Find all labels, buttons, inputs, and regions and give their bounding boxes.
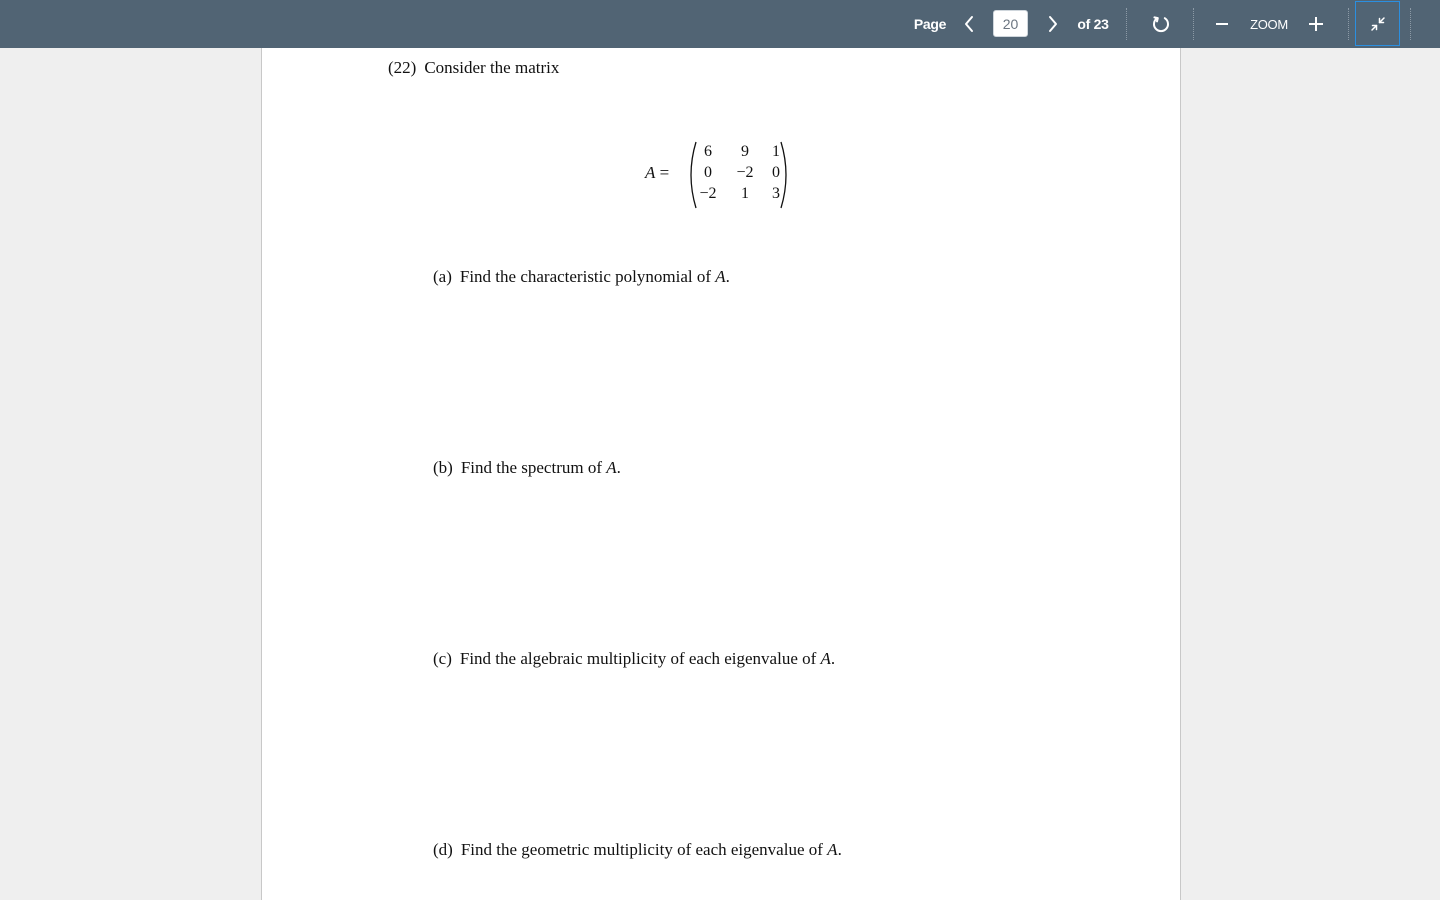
exit-fullscreen-icon: [1369, 15, 1387, 33]
question-text: Find the geometric multiplicity of each eigenvalue of: [460, 840, 828, 859]
matrix-cell: 0: [772, 164, 780, 181]
exit-fullscreen-button[interactable]: [1355, 1, 1400, 46]
matrix-variable: A: [645, 163, 656, 182]
toolbar-divider: [1126, 8, 1127, 40]
question-label: (d): [433, 840, 453, 859]
previous-page-button[interactable]: [956, 0, 982, 48]
minus-icon: [1214, 16, 1230, 32]
matrix-cell: 6: [704, 143, 712, 160]
question-end: .: [725, 267, 730, 286]
matrix-lhs: [645, 163, 669, 183]
question-variable: A: [820, 649, 831, 668]
total-pages-label: of 23: [1077, 16, 1109, 32]
question-text: Find the algebraic multiplicity of each eigenvalue of: [459, 649, 821, 668]
matrix-cell: −2: [736, 164, 754, 181]
question-end: .: [616, 458, 621, 477]
question-d: [433, 840, 842, 860]
chevron-right-icon: [1047, 15, 1059, 33]
question-b: [433, 458, 621, 478]
matrix-cell: 9: [741, 143, 749, 160]
question-variable: A: [827, 840, 838, 859]
plus-icon: [1308, 16, 1324, 32]
toolbar-divider: [1348, 8, 1349, 40]
zoom-in-button[interactable]: [1302, 0, 1330, 48]
zoom-out-button[interactable]: [1208, 0, 1236, 48]
question-text: Find the spectrum of: [460, 458, 607, 477]
problem-header: [388, 58, 559, 78]
document-page: [261, 48, 1181, 900]
problem-text: Consider the matrix: [424, 58, 560, 77]
matrix-cell: 1: [772, 143, 780, 160]
equals-sign: =: [659, 163, 670, 182]
viewer-toolbar: [0, 0, 1440, 48]
toolbar-divider: [1193, 8, 1194, 40]
problem-number: (22): [388, 58, 417, 77]
question-variable: A: [715, 267, 726, 286]
page-number-input[interactable]: [993, 10, 1028, 37]
question-label: (c): [433, 649, 452, 668]
question-label: (a): [433, 267, 452, 286]
zoom-label: ZOOM: [1250, 16, 1288, 32]
toolbar-divider: [1410, 8, 1411, 40]
chevron-left-icon: [963, 15, 975, 33]
question-variable: A: [606, 458, 617, 477]
matrix-cell: 1: [741, 185, 749, 202]
right-parenthesis: [780, 141, 792, 209]
matrix-cell: 3: [772, 185, 780, 202]
question-label: (b): [433, 458, 453, 477]
page-label: Page: [913, 16, 947, 32]
question-text: Find the characteristic polynomial of: [459, 267, 716, 286]
question-a: [433, 267, 730, 287]
question-c: [433, 649, 835, 669]
question-end: .: [837, 840, 842, 859]
rotate-icon: [1151, 14, 1171, 34]
matrix-cell: −2: [699, 185, 717, 202]
rotate-button[interactable]: [1145, 0, 1177, 48]
matrix-cell: 0: [704, 164, 712, 181]
next-page-button[interactable]: [1040, 0, 1066, 48]
question-end: .: [830, 649, 836, 668]
